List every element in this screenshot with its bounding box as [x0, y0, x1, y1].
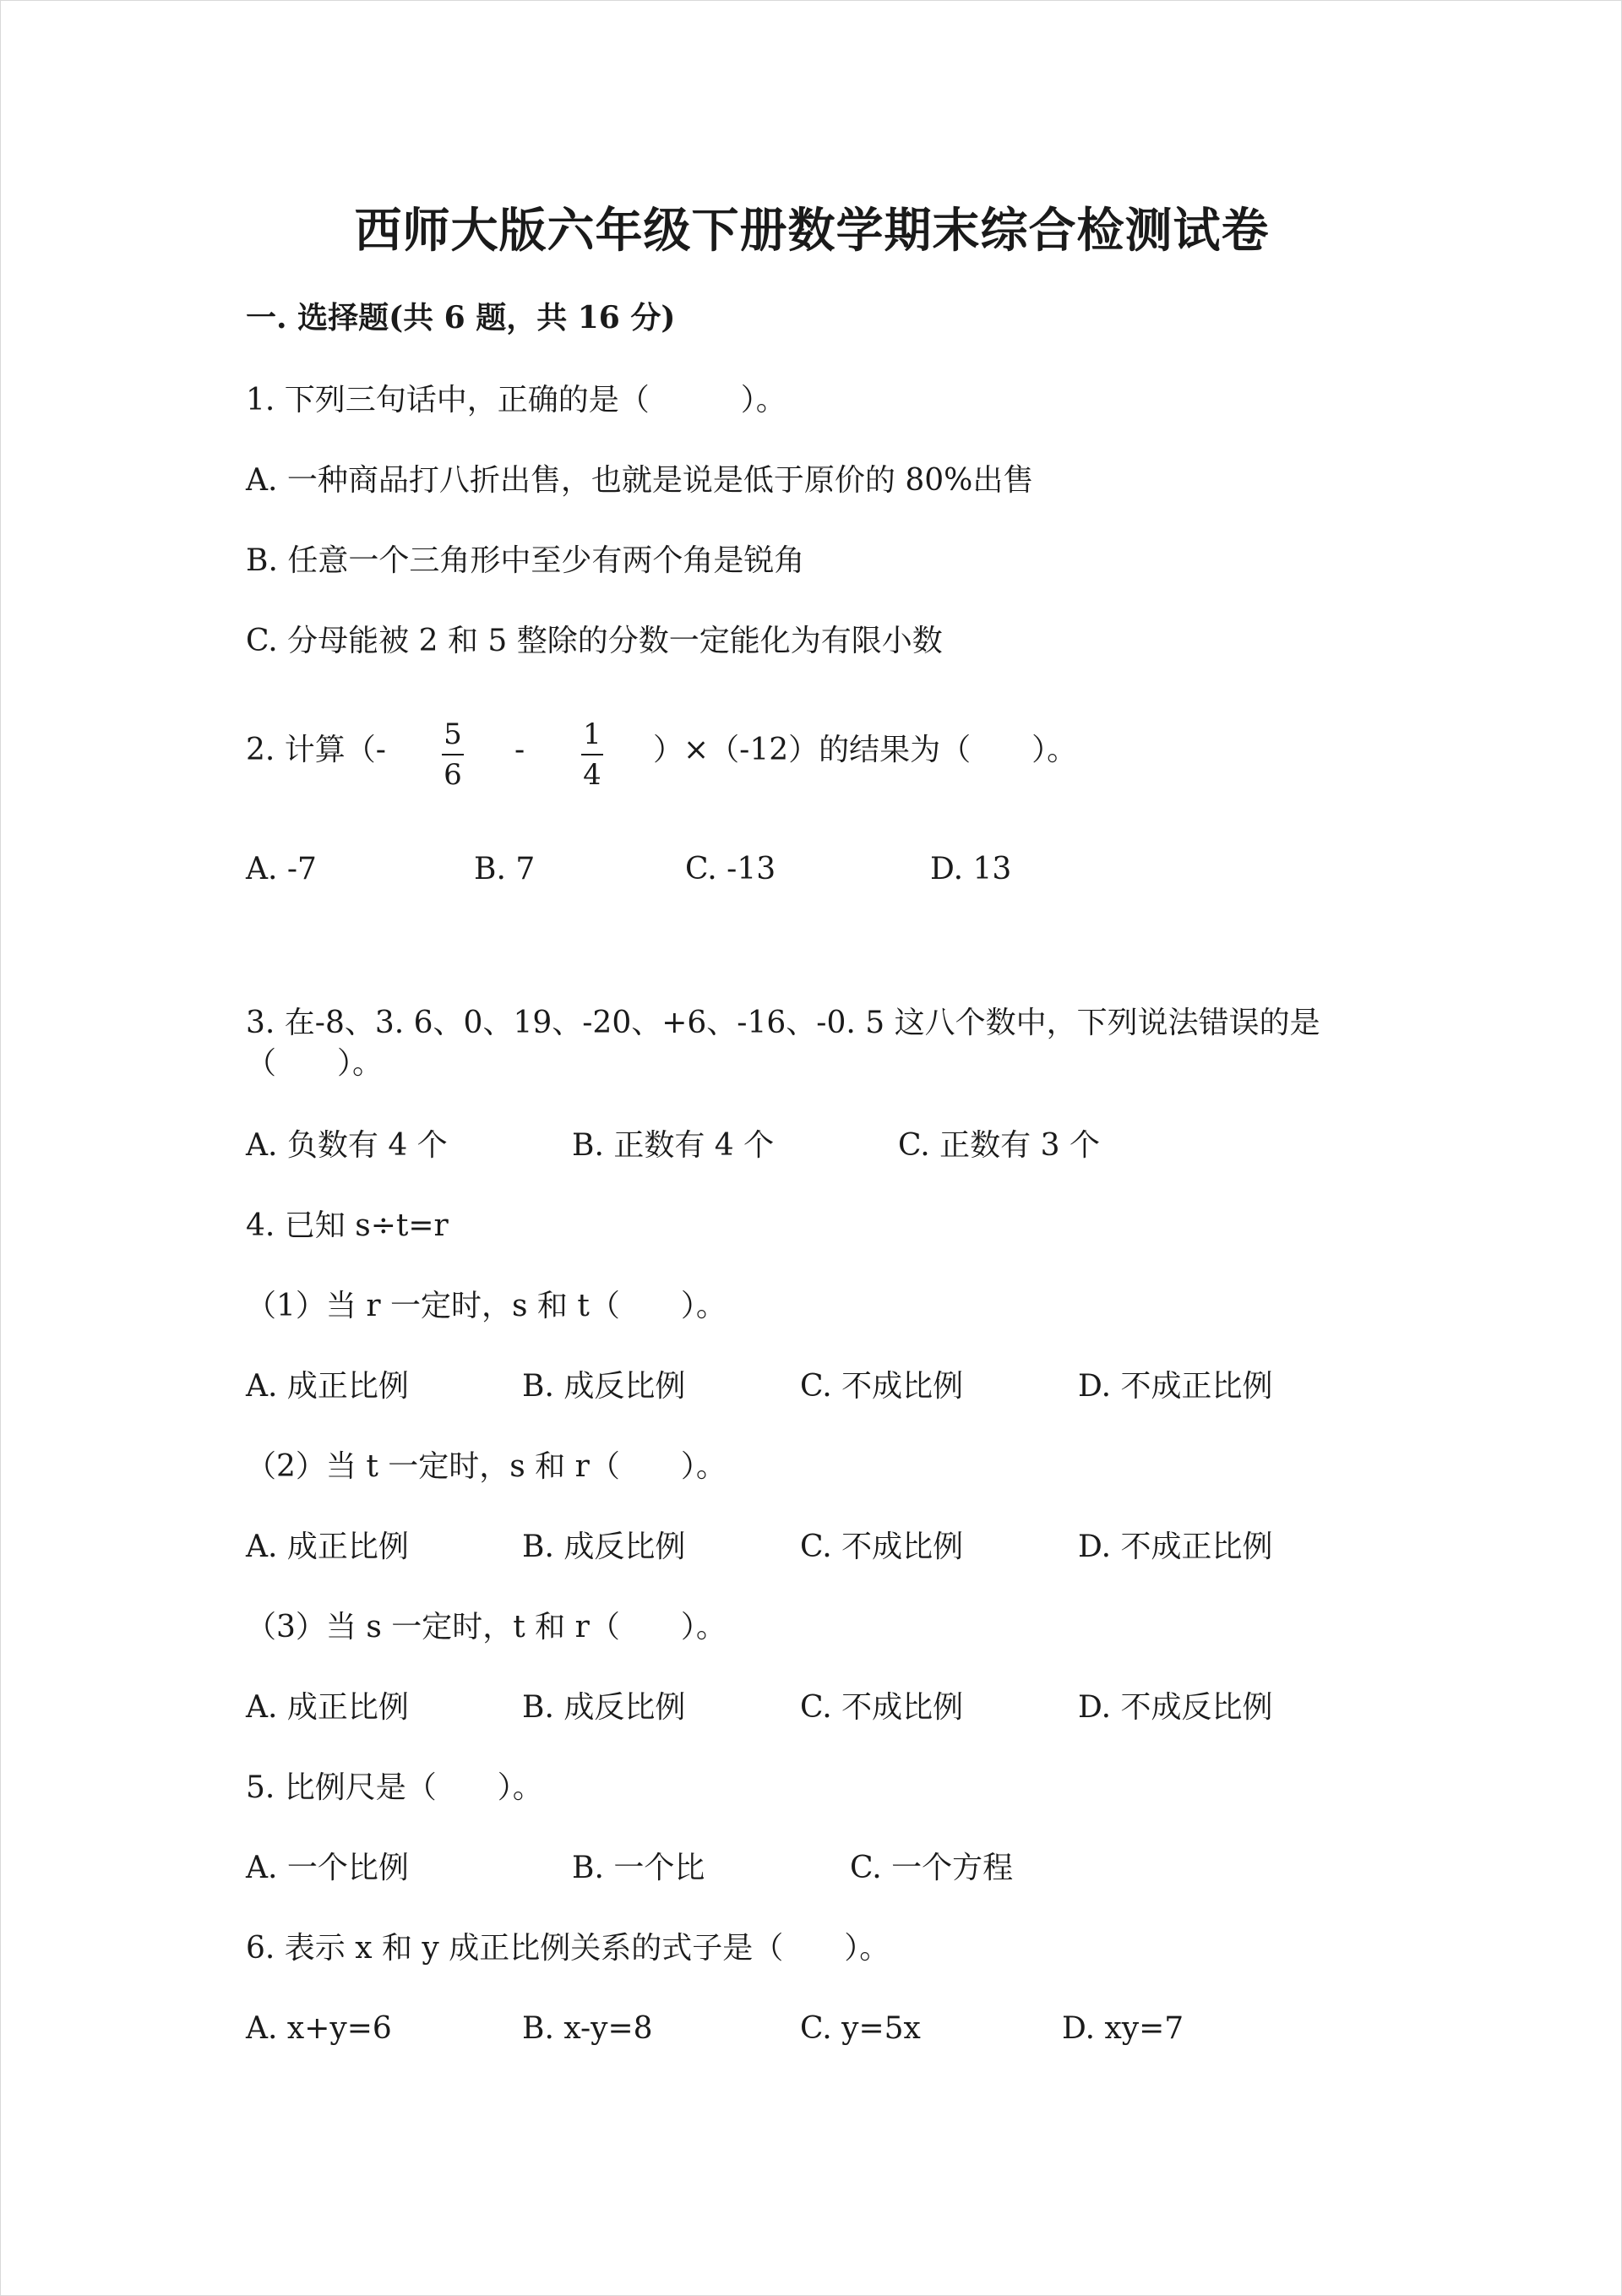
q6-option-b: B. x-y=8	[522, 2011, 653, 2046]
q2-fraction-1-denominator: 6	[444, 758, 462, 792]
q4-part-3-option-a: A. 成正比例	[246, 1690, 409, 1725]
q5-option-b: B. 一个比	[572, 1851, 705, 1885]
q4-part-2-option-d: D. 不成正比例	[1078, 1530, 1273, 1564]
q3-option-c: C. 正数有 3 个	[898, 1128, 1100, 1163]
q4-part-1-option-d: D. 不成正比例	[1078, 1369, 1273, 1404]
q6-stem: 6. 表示 x 和 y 成正比例关系的式子是（ ）。	[246, 1931, 890, 1966]
section-heading: 一. 选择题(共 6 题，共 16 分)	[246, 300, 676, 335]
q2-stem-suffix: ）×（-12）的结果为（ ）。	[653, 733, 1078, 767]
q2-option-d: D. 13	[930, 852, 1012, 886]
q5-stem: 5. 比例尺是（ ）。	[246, 1770, 543, 1805]
q2-option-c: C. -13	[685, 852, 776, 886]
q3-stem-line-2: （ ）。	[246, 1046, 384, 1081]
q5-option-a: A. 一个比例	[246, 1851, 409, 1885]
q4-part-1-option-a: A. 成正比例	[246, 1369, 409, 1404]
q4-part-3-option-b: B. 成反比例	[522, 1690, 686, 1725]
q4-part-3-option-c: C. 不成比例	[800, 1690, 964, 1725]
q1-option-a: A. 一种商品打八折出售，也就是说是低于原价的 80%出售	[246, 463, 1034, 498]
q4-part-2-option-b: B. 成反比例	[522, 1530, 686, 1564]
q4-part-1-stem: （1）当 r 一定时，s 和 t（ ）。	[246, 1289, 727, 1323]
q6-option-a: A. x+y=6	[246, 2011, 392, 2046]
fraction-bar	[442, 754, 464, 755]
q4-part-2-stem: （2）当 t 一定时，s 和 r（ ）。	[246, 1449, 727, 1484]
q4-part-2-option-a: A. 成正比例	[246, 1530, 409, 1564]
q1-stem: 1. 下列三句话中，正确的是（ ）。	[246, 383, 787, 417]
fraction-bar	[581, 754, 603, 755]
q4-part-3-stem: （3）当 s 一定时，t 和 r（ ）。	[246, 1610, 727, 1644]
q6-option-d: D. xy=7	[1062, 2011, 1184, 2046]
q6-option-c: C. y=5x	[800, 2011, 921, 2046]
q2-fraction-2-denominator: 4	[583, 758, 601, 792]
q3-option-b: B. 正数有 4 个	[572, 1128, 775, 1163]
q2-fraction-1-numerator: 5	[444, 717, 462, 751]
q2-option-a: A. -7	[246, 852, 317, 886]
q5-option-c: C. 一个方程	[850, 1851, 1014, 1885]
page-title: 西师大版六年级下册数学期末综合检测试卷	[354, 203, 1270, 259]
q4-part-1-option-b: B. 成反比例	[522, 1369, 686, 1404]
q2-option-b: B. 7	[474, 852, 536, 886]
q2-fraction-1	[436, 717, 470, 792]
q4-stem: 4. 已知 s÷t=r	[246, 1208, 449, 1243]
q2-minus-sign: -	[514, 733, 525, 767]
q1-option-b: B. 任意一个三角形中至少有两个角是锐角	[246, 543, 805, 578]
q4-part-2-option-c: C. 不成比例	[800, 1530, 964, 1564]
q2-fraction-2	[575, 717, 609, 792]
q2-fraction-2-numerator: 1	[583, 717, 601, 751]
q4-part-3-option-d: D. 不成反比例	[1078, 1690, 1273, 1725]
q1-option-c: C. 分母能被 2 和 5 整除的分数一定能化为有限小数	[246, 624, 943, 658]
q3-option-a: A. 负数有 4 个	[246, 1128, 448, 1163]
q3-stem-line-1: 3. 在-8、3. 6、0、19、-20、+6、-16、-0. 5 这八个数中，下列说法错误的是	[246, 1006, 1320, 1040]
q2-stem-prefix: 2. 计算（-	[246, 733, 386, 767]
q4-part-1-option-c: C. 不成比例	[800, 1369, 964, 1404]
